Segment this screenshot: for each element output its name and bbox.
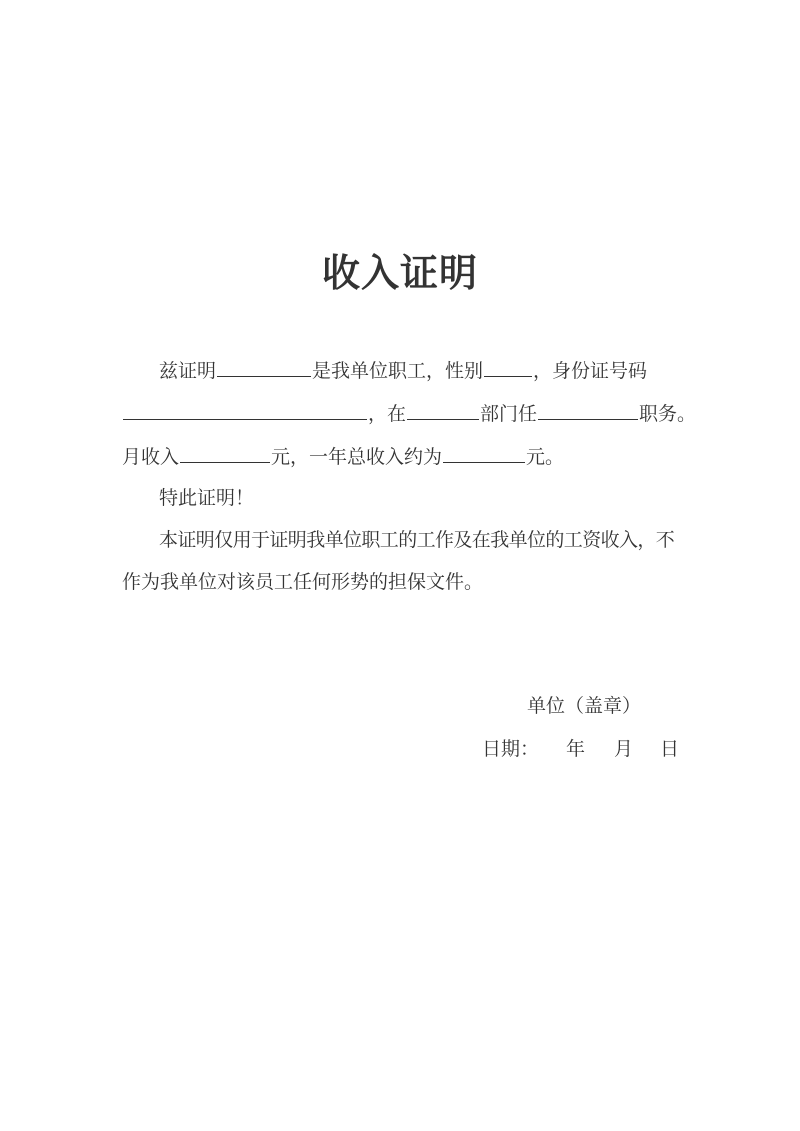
disclaimer-line-1: 本证明仅用于证明我单位职工的工作及在我单位的工资收入，不: [159, 529, 675, 551]
line3-suffix: 元。: [526, 446, 565, 468]
department-blank[interactable]: [407, 401, 479, 420]
page-title: 收入证明: [321, 251, 478, 295]
line1-mid1: 是我单位职工，性别: [312, 360, 484, 382]
special-note: 特此证明！: [159, 487, 255, 509]
line3-prefix: 月收入: [122, 446, 180, 468]
disclaimer-line-2: 作为我单位对该员工任何形势的担保文件。: [122, 571, 484, 593]
line1-mid2: ，身份证号码: [533, 360, 648, 382]
year-label: 年: [566, 738, 586, 760]
id-number-blank[interactable]: [123, 401, 367, 420]
gender-blank[interactable]: [484, 358, 532, 377]
line2-suffix: 职务。: [639, 403, 697, 425]
monthly-income-blank[interactable]: [180, 444, 270, 463]
line2-mid1: ，在: [368, 403, 407, 425]
name-blank[interactable]: [217, 358, 311, 377]
day-label: 日: [660, 738, 680, 760]
month-label: 月: [614, 738, 634, 760]
body-line-1: [122, 358, 719, 383]
position-blank[interactable]: [538, 401, 638, 420]
body-line-3: [122, 444, 682, 469]
date-label: 日期：: [482, 738, 540, 760]
line1-prefix: 兹证明: [159, 360, 217, 382]
line3-mid1: 元，一年总收入约为: [271, 446, 443, 468]
body-line-2: [122, 401, 697, 426]
line2-mid2: 部门任: [480, 403, 538, 425]
unit-seal-label: 单位（盖章）: [527, 695, 642, 717]
annual-income-blank[interactable]: [443, 444, 525, 463]
